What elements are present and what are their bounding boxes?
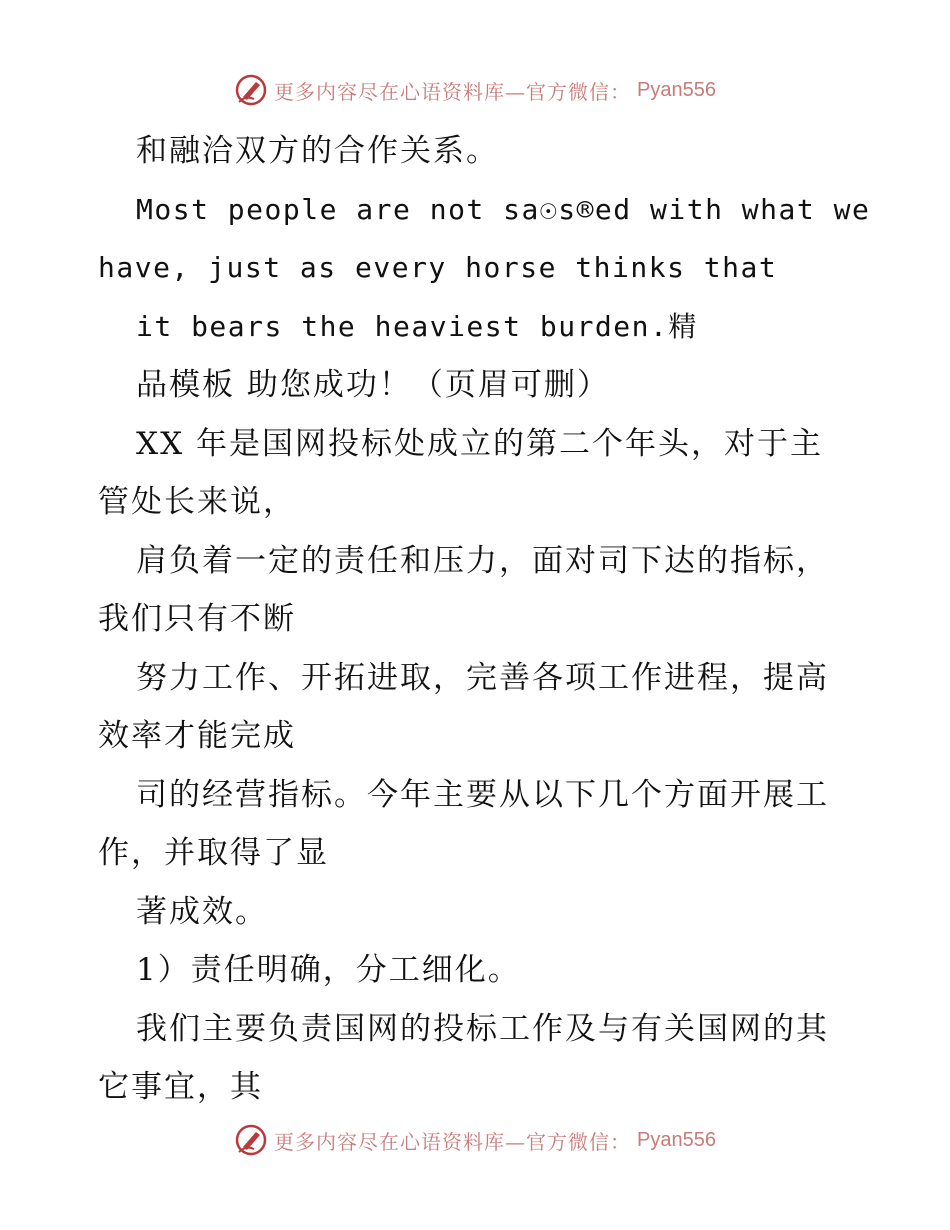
text-line: 作，并取得了显 — [98, 835, 329, 871]
text-line: have, just as every horse thinks that — [98, 251, 778, 284]
header-banner — [0, 70, 950, 110]
header-banner-handle: Pyan556 — [637, 78, 716, 101]
pen-logo-icon — [234, 1123, 268, 1157]
footer-banner-handle: Pyan556 — [637, 1128, 716, 1151]
text-line: 司的经营指标。今年主要从以下几个方面开展工 — [136, 776, 829, 813]
footer-banner-text: 更多内容尽在心语资料库—官方微信： — [274, 1129, 632, 1154]
text-line: it bears the heaviest burden.精 — [136, 309, 698, 343]
text-line: Most people are not sa☉s®ed with what we — [136, 192, 871, 226]
footer-banner — [0, 1120, 950, 1160]
header-banner-text: 更多内容尽在心语资料库—官方微信： — [274, 79, 632, 104]
pen-logo-icon — [234, 73, 268, 107]
text-line: 品模板 助您成功！（页眉可删） — [136, 367, 610, 403]
text-line: 努力工作、开拓进取，完善各项工作进程，提高 — [136, 659, 829, 696]
text-line: 我们主要负责国网的投标工作及与有关国网的其 — [136, 1010, 829, 1047]
text-line: 效率才能完成 — [98, 718, 296, 754]
text-line: 我们只有不断 — [98, 601, 296, 637]
text-line: 管处长来说， — [98, 484, 296, 520]
text-line: XX 年是国网投标处成立的第二个年头，对于主 — [136, 425, 823, 462]
text-line: 肩负着一定的责任和压力，面对司下达的指标， — [136, 542, 829, 579]
text-line: 它事宜，其 — [98, 1069, 263, 1105]
document-body — [98, 122, 871, 1117]
text-line: 著成效。 — [136, 893, 268, 930]
text-line: 1）责任明确，分工细化。 — [136, 952, 521, 988]
text-line: 和融洽双方的合作关系。 — [136, 133, 499, 169]
